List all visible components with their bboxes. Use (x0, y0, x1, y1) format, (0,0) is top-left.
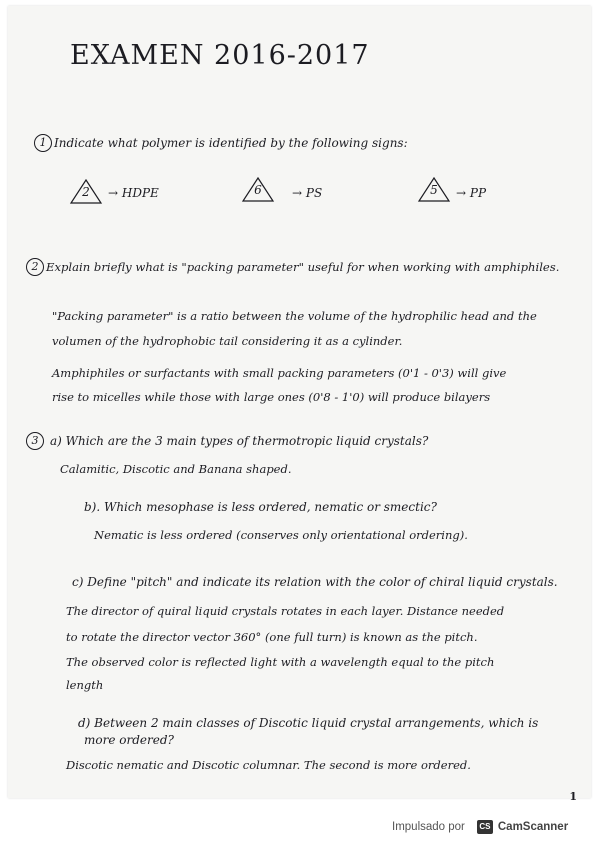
question-2-text: Explain briefly what is "packing parameter" useful for when working with amphiphiles. (46, 260, 560, 274)
question-3b-answer: Nematic is less ordered (conserves only orientational ordering). (94, 528, 468, 542)
question-3a-text: a) Which are the 3 main types of thermotropic liquid crystals? (50, 434, 429, 448)
question-3c-answer-line-1: The director of quiral liquid crystals rotates in each layer. Distance needed (66, 604, 505, 618)
polymer-label-ps: → PS (292, 186, 323, 200)
question-2-number: 2 (26, 258, 44, 276)
recycle-sign-5 (416, 176, 452, 204)
exam-sheet (8, 6, 591, 803)
question-3-number: 3 (26, 432, 44, 450)
recycle-code-2: 2 (82, 185, 90, 199)
question-3d-text-line-1: d) Between 2 main classes of Discotic liquid crystal arrangements, which is (78, 716, 539, 730)
recycle-code-6: 6 (254, 183, 262, 197)
question-3c-answer-line-3: The observed color is reflected light with a wavelength equal to the pitch (66, 655, 495, 669)
recycle-sign-6 (240, 176, 276, 204)
watermark-brand: CamScanner (497, 821, 569, 833)
page-title: EXAMEN 2016-2017 (70, 40, 370, 71)
question-2-answer-line-2: volumen of the hydrophobic tail considering it as a cylinder. (52, 334, 403, 348)
page-number: 1 (569, 790, 577, 803)
question-3d-text-line-2: more ordered? (84, 733, 174, 747)
question-2-answer-line-1: "Packing parameter" is a ratio between the volume of the hydrophilic head and the (52, 309, 537, 323)
question-2-answer-line-4: rise to micelles while those with large ones (0'8 - 1'0) will produce bilayers (52, 390, 491, 404)
recycle-sign-2 (68, 178, 104, 206)
recycle-code-5: 5 (430, 183, 438, 197)
question-3a-answer: Calamitic, Discotic and Banana shaped. (60, 462, 292, 476)
question-3b-text: b). Which mesophase is less ordered, nematic or smectic? (84, 500, 437, 514)
question-1-number: 1 (34, 134, 52, 152)
question-2-answer-line-3: Amphiphiles or surfactants with small packing parameters (0'1 - 0'3) will give (52, 366, 507, 380)
camscanner-logo-icon: CS (477, 820, 493, 834)
polymer-label-hdpe: → HDPE (108, 186, 159, 200)
question-3c-text: c) Define "pitch" and indicate its relation with the color of chiral liquid crystals. (72, 575, 558, 589)
question-3c-answer-line-2: to rotate the director vector 360° (one full turn) is known as the pitch. (66, 630, 478, 644)
question-3c-answer-line-4: length (66, 678, 104, 692)
polymer-label-pp: → PP (456, 186, 487, 200)
scanner-watermark (392, 818, 568, 836)
watermark-prefix: Impulsado por (392, 821, 465, 833)
question-3d-answer: Discotic nematic and Discotic columnar. The second is more ordered. (66, 758, 471, 772)
question-1-text: Indicate what polymer is identified by the following signs: (54, 136, 408, 150)
